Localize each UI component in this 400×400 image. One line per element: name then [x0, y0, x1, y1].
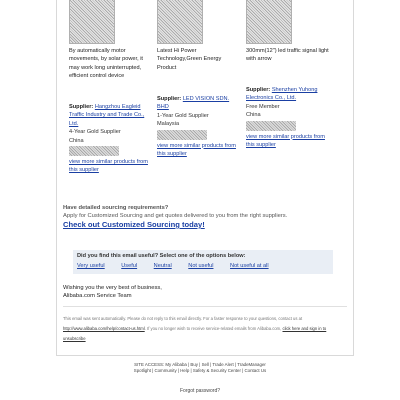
- product-column-1: [69, 0, 153, 81]
- product-description: By automatically motor movements, by solar power, it may work long uninterrupted, efficient control device: [69, 48, 143, 80]
- supplier-info-1: [69, 103, 153, 175]
- contact-us-link[interactable]: http://www.alibaba.com/help/contact-us.html: [63, 326, 145, 331]
- email-card: [56, 0, 354, 356]
- supplier-badge-image: [246, 121, 296, 131]
- feedback-very-useful-link[interactable]: Very useful: [77, 263, 105, 269]
- product-description: 300mm(12") led traffic signal light with arrow: [246, 48, 329, 63]
- view-similar-products-link[interactable]: view more similar products from this supplier: [157, 142, 236, 158]
- closing-line-2: Alibaba.com Service Team: [63, 293, 132, 300]
- product-image[interactable]: [246, 0, 292, 44]
- supplier-info-2: [157, 95, 241, 158]
- footer-row-2[interactable]: Spotlight | Community | Help | Safety & Security Center | Contact Us: [133, 368, 267, 374]
- product-description: Latest Hi Power Technology,Green Energy Product: [157, 48, 222, 71]
- forgot-password-link[interactable]: Forgot password?: [179, 388, 221, 394]
- feedback-not-useful-at-all-link[interactable]: Not useful at all: [230, 263, 269, 269]
- supplier-name-link[interactable]: Shenzhen Yuhong Electronics Co., Ltd.: [246, 87, 318, 102]
- supplier-info-3: [246, 86, 330, 149]
- divider: [63, 306, 347, 307]
- notice-text-2: . If you no longer wish to receive service-related emails from Alibaba.com,: [144, 326, 282, 331]
- member-status: 4-Year Gold Supplier: [69, 129, 121, 136]
- product-image[interactable]: [157, 0, 203, 44]
- product-image[interactable]: [69, 0, 115, 44]
- supplier-badge-image: [69, 146, 119, 156]
- supplier-label: Supplier:: [157, 96, 182, 102]
- notice-text-1: This email was sent automatically. Please do not reply to this email directly. For a faster response to your questions, contact us at: [63, 316, 303, 321]
- sourcing-text: Apply for Customized Sourcing and get quotes delivered to you from the right suppliers.: [63, 213, 288, 219]
- feedback-box: [73, 250, 333, 274]
- site-footer: [0, 362, 400, 375]
- feedback-options: [77, 263, 284, 269]
- unsubscribe-link[interactable]: click here and sign in to unsubscribe: [63, 326, 327, 341]
- supplier-label: Supplier:: [69, 104, 94, 110]
- feedback-not-useful-link[interactable]: Not useful: [188, 263, 214, 269]
- sourcing-section: [63, 204, 349, 229]
- feedback-question: Did you find this email useful? Select one of the options below:: [77, 253, 246, 259]
- supplier-country: Malaysia: [157, 121, 180, 128]
- member-status: Free Member: [246, 103, 280, 110]
- supplier-country: China: [246, 112, 261, 119]
- customized-sourcing-link[interactable]: Check out Customized Sourcing today!: [63, 220, 205, 229]
- view-similar-products-link[interactable]: view more similar products from this supplier: [69, 159, 148, 174]
- closing-line-1: Wishing you the very best of business,: [63, 285, 162, 291]
- sourcing-question: Have detailed sourcing requirements?: [63, 205, 169, 211]
- supplier-badge-image: [157, 130, 207, 140]
- feedback-useful-link[interactable]: Useful: [121, 263, 138, 269]
- product-column-3: [246, 0, 330, 64]
- supplier-country: China: [69, 137, 84, 144]
- closing-message: [63, 284, 162, 300]
- auto-email-notice: [63, 314, 347, 344]
- feedback-neutral-link[interactable]: Neutral: [153, 263, 172, 269]
- view-similar-products-link[interactable]: view more similar products from this supplier: [246, 133, 325, 149]
- member-status: 1-Year Gold Supplier: [157, 112, 209, 119]
- product-column-2: [157, 0, 241, 72]
- supplier-name-link[interactable]: Hangzhou Eagleid Traffic Industry and Trade Co., Ltd.: [69, 104, 145, 127]
- supplier-name-link[interactable]: LED VISION SDN. BHD: [157, 96, 230, 111]
- supplier-label: Supplier:: [246, 87, 271, 93]
- footer-row-1[interactable]: SITE ACCESS: My Alibaba | Buy | Sell | Trade Alert | TradeManager: [134, 362, 266, 367]
